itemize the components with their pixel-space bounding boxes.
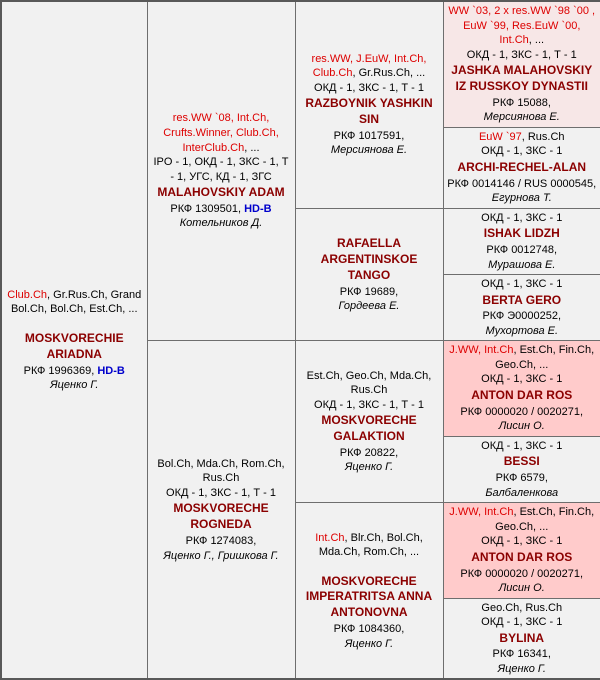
- breeder-name: Егурнова Т.: [491, 192, 552, 205]
- registration-number: РКФ Э0000252,: [482, 310, 562, 323]
- breeder-name: Яценко Г., Гришкова Г.: [163, 549, 279, 562]
- breeder-name: Яценко Г.: [344, 637, 394, 650]
- working-titles: IPO - 1, ОКД - 1, ЗКС - 1, Т - 1, УГС, КД - 1, ЗГС: [153, 156, 289, 183]
- working-titles: ОКД - 1, ЗКС - 1: [481, 535, 563, 548]
- pedigree-cell-moskvoreche-galaktion: [295, 341, 443, 503]
- dog-name-link[interactable]: MALAHOVSKIY ADAM: [157, 185, 285, 200]
- champion-titles: Geo.Ch, Rus.Ch: [481, 601, 563, 614]
- working-titles: ОКД - 1, ЗКС - 1: [481, 145, 563, 158]
- registration-number: РКФ 16341,: [492, 648, 551, 661]
- pedigree-cell-moskvoreche-imperatritsa: [295, 503, 443, 680]
- registration-number: РКФ 19689,: [339, 285, 399, 298]
- champion-titles: Club.Ch, Gr.Rus.Ch, Grand Bol.Ch, Bol.Ch, Est.Ch, ...: [7, 288, 142, 316]
- dog-name-link[interactable]: ARCHI-RECHEL-ALAN: [457, 159, 587, 174]
- pedigree-cell-rafaella-argentinskoe-tango: [295, 208, 443, 341]
- registration-number: РКФ 1309501, HD-B: [170, 202, 272, 215]
- breeder-name: Котельников Д.: [179, 217, 263, 230]
- registration-number: РКФ 1274083,: [185, 535, 257, 548]
- dog-name-link[interactable]: MOSKVORECHE IMPERATRITSA ANNA ANTONOVNA: [305, 573, 433, 620]
- dog-name-link[interactable]: BYLINA: [499, 630, 545, 645]
- champion-titles: WW `03, 2 x res.WW `98 `00 , EuW `99, Res.EuW `00, Int.Ch, ...: [448, 5, 596, 47]
- dog-name-link[interactable]: ANTON DAR ROS: [471, 549, 573, 564]
- dog-name-link[interactable]: RAFAELLA ARGENTINSKOE TANGO: [320, 236, 418, 282]
- dog-name-link[interactable]: JASHKA MALAHOVSKIY IZ RUSSKOY DYNASTII: [451, 63, 593, 93]
- breeder-name: Мухортова Е.: [485, 324, 559, 337]
- working-titles: ОКД - 1, ЗКС - 1, Т - 1: [466, 48, 577, 61]
- working-titles: ОКД - 1, ЗКС - 1: [481, 373, 563, 386]
- dog-name-link[interactable]: RAZBOYNIK YASHKIN SIN: [305, 96, 433, 127]
- pedigree-cell-moskvoreche-rogneda: [147, 341, 295, 680]
- pedigree-cell-archi-rechel-alan: [443, 127, 600, 208]
- pedigree-cell-jashka-malahovskiy: [443, 1, 600, 127]
- working-titles: ОКД - 1, ЗКС - 1: [481, 278, 563, 291]
- working-titles: ОКД - 1, ЗКС - 1, Т - 1: [314, 81, 424, 94]
- registration-number: РКФ 1996369, HD-B: [23, 364, 125, 377]
- breeder-name: Мерсиянова Е.: [330, 144, 408, 157]
- pedigree-cell-berta-gero: [443, 275, 600, 341]
- working-titles: ОКД - 1, ЗКС - 1, Т - 1: [166, 486, 276, 499]
- dog-name-link[interactable]: MOSKVORECHE GALAKTION: [321, 413, 417, 444]
- dog-name-link[interactable]: ANTON DAR ROS: [471, 387, 573, 402]
- breeder-name: Гордеева Е.: [338, 300, 400, 313]
- champion-titles: J.WW, Int.Ch, Est.Ch, Fin.Ch, Geo.Ch, ...: [449, 344, 595, 371]
- pedigree-cell-bessi: [443, 436, 600, 502]
- breeder-name: Яценко Г.: [344, 461, 394, 474]
- breeder-name: Балбаленкова: [485, 486, 559, 499]
- breeder-name: Лисин О.: [498, 582, 545, 595]
- dog-name-link[interactable]: ISHAK LIDZH: [483, 226, 560, 241]
- champion-titles: res.WW, J.EuW, Int.Ch, Club.Ch, Gr.Rus.Ch, ...: [311, 52, 427, 80]
- pedigree-cell-anton-dar-ros-1: [443, 341, 600, 436]
- registration-number: РКФ 6579,: [495, 472, 548, 485]
- pedigree-cell-ishak-lidzh: [443, 208, 600, 274]
- pedigree-cell-malahovskiy-adam: [147, 1, 295, 341]
- champion-titles: res.WW `08, Int.Ch, Crufts.Winner, Club.Ch, InterClub.Ch, ...: [163, 112, 279, 154]
- hd-result: HD-B: [97, 364, 125, 377]
- champion-titles: Int.Ch, Blr.Ch, Bol.Ch, Mda.Ch, Rom.Ch, ...: [315, 531, 423, 559]
- champion-titles: Bol.Ch, Mda.Ch, Rom.Ch, Rus.Ch: [157, 457, 285, 485]
- pedigree-cell-moskvorechie-ariadna: [1, 1, 147, 679]
- working-titles: ОКД - 1, ЗКС - 1: [481, 211, 563, 224]
- breeder-name: Мерсиянова Е.: [483, 111, 560, 124]
- pedigree-cell-bylina: [443, 598, 600, 679]
- registration-number: РКФ 0014146 / RUS 0000545,: [447, 177, 597, 190]
- registration-number: РКФ 0000020 / 0020271,: [460, 567, 584, 580]
- breeder-name: Мурашова Е.: [488, 258, 556, 271]
- champion-titles: EuW `97, Rus.Ch: [478, 130, 565, 143]
- champion-titles: J.WW, Int.Ch, Est.Ch, Fin.Ch, Geo.Ch, ...: [449, 506, 595, 533]
- pedigree-cell-anton-dar-ros-2: [443, 503, 600, 598]
- registration-number: РКФ 15088,: [492, 96, 551, 109]
- registration-number: РКФ 1084360,: [333, 623, 405, 636]
- dog-name-link[interactable]: BERTA GERO: [482, 292, 562, 307]
- breeder-name: Яценко Г.: [50, 379, 99, 392]
- registration-number: РКФ 0000020 / 0020271,: [460, 405, 584, 418]
- dog-name-link[interactable]: MOSKVORECHE ROGNEDA: [173, 501, 269, 532]
- breeder-name: Лисин О.: [498, 420, 545, 433]
- dog-name-link[interactable]: BESSI: [503, 454, 540, 469]
- working-titles: ОКД - 1, ЗКС - 1: [481, 439, 563, 452]
- dog-name-link[interactable]: MOSKVORECHIE ARIADNA: [24, 330, 124, 361]
- hd-result: HD-B: [244, 202, 272, 215]
- champion-titles: Est.Ch, Geo.Ch, Mda.Ch, Rus.Ch: [306, 369, 432, 397]
- working-titles: ОКД - 1, ЗКС - 1, Т - 1: [314, 398, 424, 411]
- working-titles: ОКД - 1, ЗКС - 1: [481, 616, 563, 629]
- registration-number: РКФ 0012748,: [486, 243, 558, 256]
- registration-number: РКФ 20822,: [339, 446, 399, 459]
- registration-number: РКФ 1017591,: [333, 129, 405, 142]
- breeder-name: Яценко Г.: [497, 662, 546, 675]
- pedigree-cell-razboynik-yashkin-sin: [295, 1, 443, 208]
